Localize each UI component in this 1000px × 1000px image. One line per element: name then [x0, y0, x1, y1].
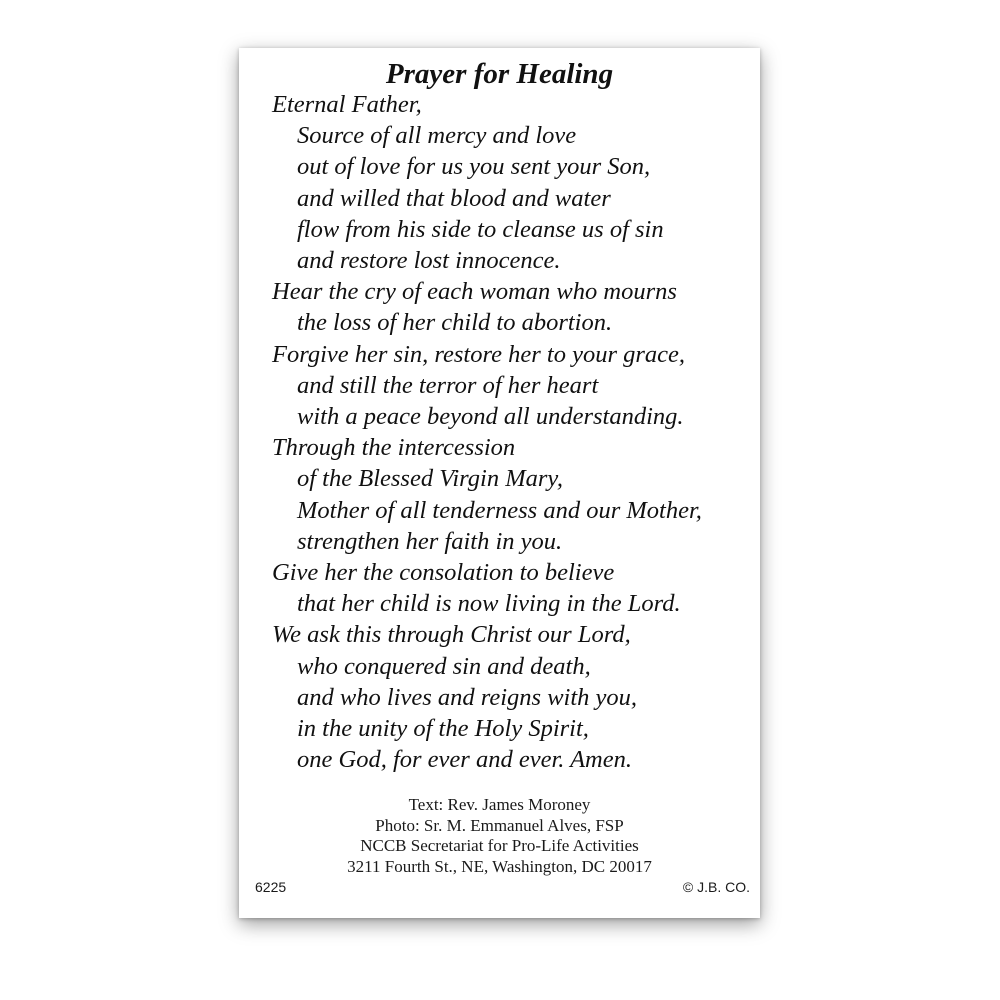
- prayer-line: flow from his side to cleanse us of sin: [297, 215, 664, 243]
- copyright-notice: © J.B. CO.: [682, 879, 750, 895]
- prayer-line: strengthen her faith in you.: [297, 527, 563, 555]
- prayer-line: and who lives and reigns with you,: [297, 683, 638, 711]
- prayer-line: out of love for us you sent your Son,: [297, 153, 651, 181]
- credit-line: Text: Rev. James Moroney: [408, 795, 591, 814]
- prayer-line: Hear the cry of each woman who mourns: [272, 278, 677, 306]
- prayer-line: Source of all mercy and love: [297, 122, 577, 150]
- prayer-line: Mother of all tenderness and our Mother,: [297, 496, 702, 524]
- prayer-line: We ask this through Christ our Lord,: [272, 621, 631, 649]
- prayer-line: one God, for ever and ever. Amen.: [297, 746, 632, 774]
- prayer-line: in the unity of the Holy Spirit,: [297, 715, 589, 743]
- prayer-line: that her child is now living in the Lord.: [297, 590, 681, 618]
- prayer-line: of the Blessed Virgin Mary,: [297, 465, 564, 493]
- prayer-line: and still the terror of her heart: [297, 371, 599, 399]
- prayer-line: with a peace beyond all understanding.: [297, 403, 684, 431]
- card-title: Prayer for Healing: [385, 58, 614, 90]
- credit-line: 3211 Fourth St., NE, Washington, DC 20017: [347, 856, 652, 876]
- prayer-line: the loss of her child to abortion.: [297, 309, 613, 337]
- prayer-line: Through the intercession: [272, 434, 516, 462]
- prayer-card: [239, 48, 760, 918]
- credit-line: NCCB Secretariat for Pro-Life Activities: [360, 836, 639, 855]
- prayer-line: Forgive her sin, restore her to your grace,: [272, 340, 686, 368]
- prayer-line: and willed that blood and water: [297, 184, 611, 212]
- prayer-line: who conquered sin and death,: [297, 652, 591, 680]
- credit-line: Photo: Sr. M. Emmanuel Alves, FSP: [375, 815, 624, 835]
- product-code: 6225: [255, 879, 287, 895]
- prayer-line: and restore lost innocence.: [297, 247, 561, 275]
- credits-block: [239, 795, 760, 877]
- prayer-line: Eternal Father,: [272, 91, 422, 118]
- prayer-line: Give her the consolation to believe: [272, 559, 615, 587]
- prayer-text: [272, 89, 702, 775]
